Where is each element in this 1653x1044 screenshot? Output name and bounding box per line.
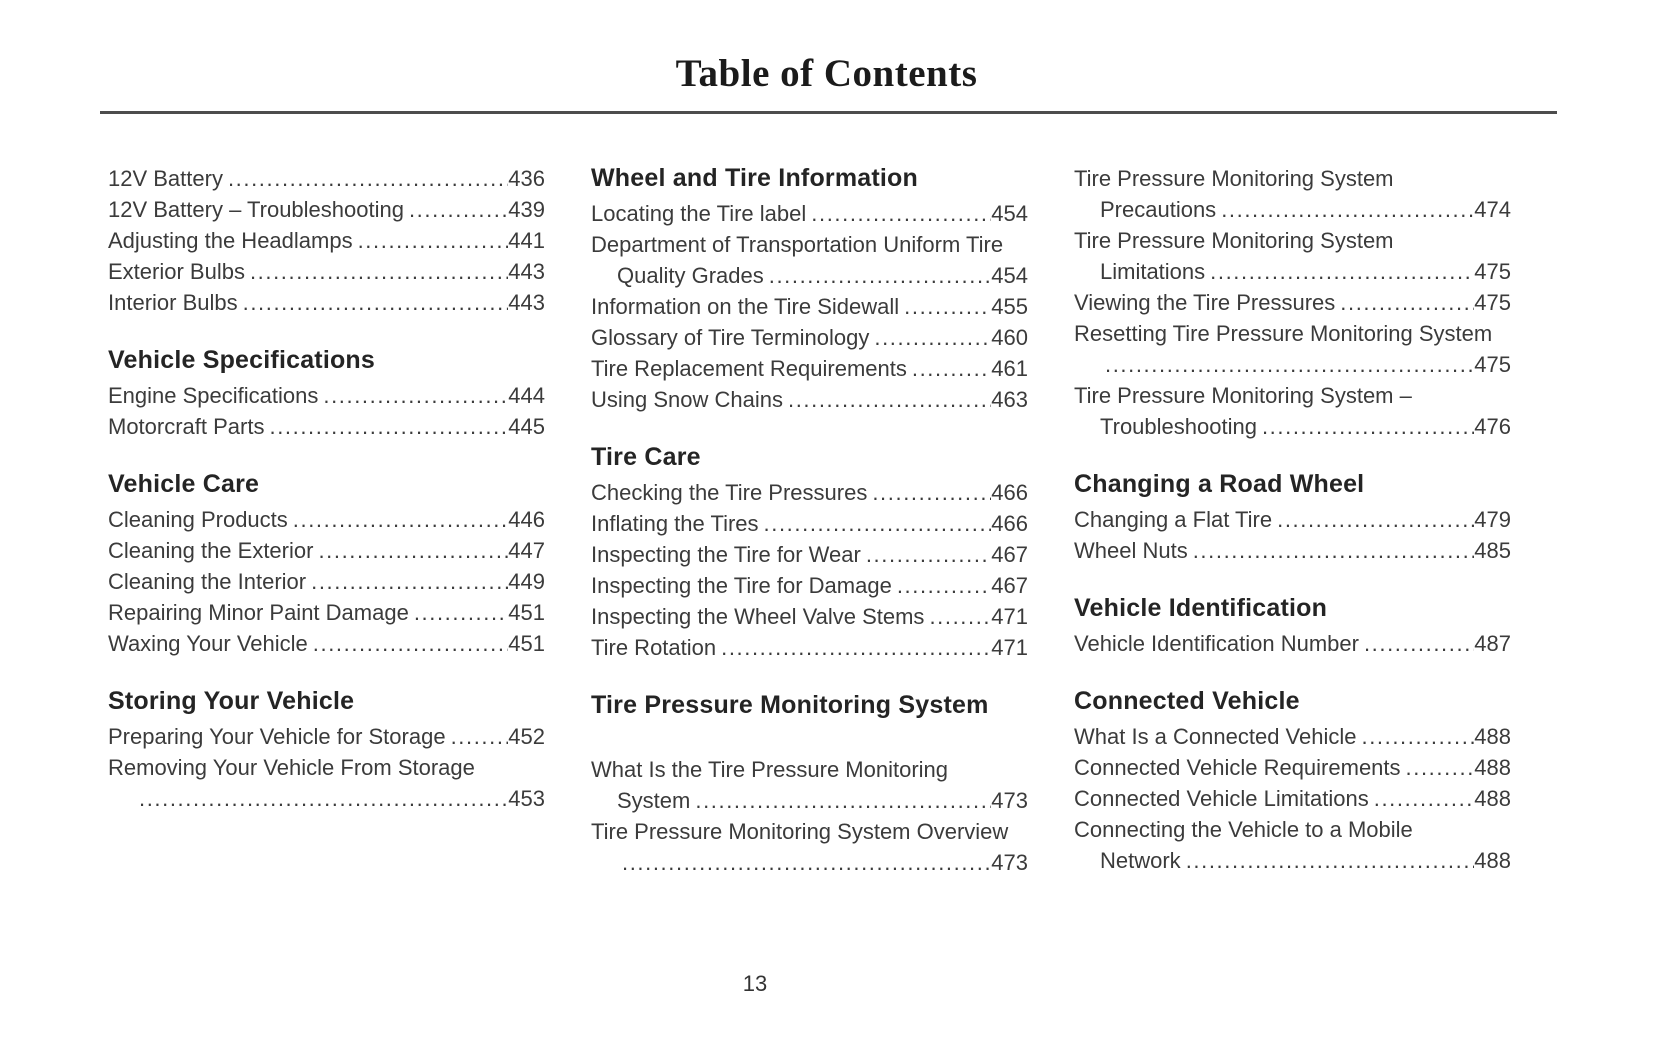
entry-title: Wheel Nuts [1074,538,1188,563]
entry-page-number: 452 [508,724,545,749]
toc-entry-line [108,163,545,194]
toc-entry [591,754,1028,816]
entry-page-number: 473 [991,850,1028,875]
dotted-leader [323,380,508,411]
toc-entry [591,816,1028,878]
entry-page-number: 467 [991,573,1028,598]
entry-title: Adjusting the Headlamps [108,228,353,253]
entry-page-number: 443 [508,259,545,284]
toc-entry-line [108,721,545,752]
dotted-leader [811,198,991,229]
dotted-leader [451,721,509,752]
toc-entry-line [591,353,1028,384]
toc-entry-line [591,539,1028,570]
entry-title: Locating the Tire label [591,201,807,226]
toc-entry [108,411,545,442]
entry-title: Cleaning Products [108,507,288,532]
toc-entry-line [1074,721,1511,752]
toc-column [1074,163,1511,878]
entry-title-line1: Tire Pressure Monitoring System [1074,166,1394,191]
section-heading: Tire Pressure Monitoring System [591,691,989,719]
toc-entry [1074,163,1511,225]
entry-page-number: 461 [991,356,1028,381]
toc-entry-line [591,847,1028,878]
toc-section [108,469,545,659]
dotted-leader [318,535,508,566]
section-heading: Storing Your Vehicle [108,687,355,715]
toc-entry-line [108,783,545,814]
entry-title: Checking the Tire Pressures [591,480,868,505]
section-heading: Vehicle Care [108,470,260,498]
section-heading: Tire Care [591,443,701,471]
toc-entry-line [1074,845,1511,876]
entry-page-number: 475 [1474,352,1511,377]
toc-entry-line [108,225,545,256]
toc-entry [108,256,545,287]
toc-entry [1074,628,1511,659]
entry-title: What Is a Connected Vehicle [1074,724,1357,749]
entry-page-number: 451 [508,631,545,656]
dotted-leader [788,384,991,415]
dotted-leader [1186,845,1475,876]
page-title: Table of Contents [675,52,978,95]
dotted-leader [250,256,508,287]
entry-title: Connected Vehicle Limitations [1074,786,1369,811]
toc-entry [108,194,545,225]
entry-title: Connected Vehicle Requirements [1074,755,1401,780]
toc-entry-line [108,287,545,318]
toc-entry-line [108,411,545,442]
dotted-leader [1340,287,1474,318]
entry-page-number: 466 [991,511,1028,536]
entry-title-line1: Removing Your Vehicle From Storage [108,755,475,780]
toc-entry-line [108,380,545,411]
entry-page-number: 485 [1474,538,1511,563]
dotted-leader [695,785,991,816]
toc-section [591,442,1028,663]
toc-entry [108,287,545,318]
entry-page-number: 455 [991,294,1028,319]
toc-entry-line [1074,783,1511,814]
entry-title: Changing a Flat Tire [1074,507,1273,532]
entry-title: Motorcraft Parts [108,414,265,439]
toc-entry [108,225,545,256]
entry-page-number: 436 [508,166,545,191]
dotted-leader [764,508,992,539]
toc-entry-line [1074,752,1511,783]
dotted-leader [1262,411,1474,442]
dotted-leader [313,628,509,659]
entry-page-number: 466 [991,480,1028,505]
entry-title-line1: Connecting the Vehicle to a Mobile [1074,817,1413,842]
toc-entry-line [591,508,1028,539]
entry-page-number: 447 [508,538,545,563]
entry-title-line1: Tire Pressure Monitoring System Overview [591,819,1009,844]
toc-entry [1074,380,1511,442]
dotted-leader [414,597,508,628]
entry-page-number: 443 [508,290,545,315]
entry-page-number: 471 [991,635,1028,660]
page-number: 13 [742,971,768,996]
dotted-leader [139,783,508,814]
entry-page-number: 460 [991,325,1028,350]
dotted-leader [228,163,508,194]
entry-page-number: 449 [508,569,545,594]
entry-title-line1: Department of Transportation Uniform Tire [591,232,1004,257]
toc-entry-line [591,785,1028,816]
entry-title: Using Snow Chains [591,387,783,412]
toc-entry [108,721,545,752]
entry-page-number: 487 [1474,631,1511,656]
toc-entry [591,632,1028,663]
toc-entry [591,570,1028,601]
toc-section [1074,469,1511,566]
toc-column [108,163,545,878]
dotted-leader [1374,783,1475,814]
entry-page-number: 439 [508,197,545,222]
entry-title: Interior Bulbs [108,290,238,315]
entry-title-line1: Tire Pressure Monitoring System [1074,228,1394,253]
toc-entry-line [1074,504,1511,535]
toc-entry [108,163,545,194]
toc-entry [1074,318,1511,380]
toc-entry [591,353,1028,384]
toc-entry-line [1074,287,1511,318]
dotted-leader [409,194,508,225]
toc-entry [591,229,1028,291]
entry-title: Information on the Tire Sidewall [591,294,900,319]
toc-entry [591,508,1028,539]
entry-page-number: 454 [991,263,1028,288]
toc-entry-line [1074,349,1511,380]
toc-entry-line [108,597,545,628]
section-heading: Changing a Road Wheel [1074,470,1365,498]
section-heading: Vehicle Identification [1074,594,1328,622]
toc-section [108,345,545,442]
entry-page-number: 476 [1474,414,1511,439]
dotted-leader [1406,752,1475,783]
toc-entry [1074,783,1511,814]
toc-entry-line [108,566,545,597]
entry-page-number: 451 [508,600,545,625]
toc-section [1074,593,1511,659]
toc-entry-line [108,194,545,225]
entry-page-number: 488 [1474,755,1511,780]
toc-section [108,686,545,814]
entry-page-number: 454 [991,201,1028,226]
entry-page-number: 488 [1474,786,1511,811]
entry-title-line2: Precautions [1100,197,1217,222]
dotted-leader [912,353,991,384]
entry-title: Glossary of Tire Terminology [591,325,870,350]
dotted-leader [904,291,991,322]
toc-entry-line [591,477,1028,508]
toc-entry-line [1074,628,1511,659]
toc-entry [591,198,1028,229]
entry-page-number: 445 [508,414,545,439]
entry-page-number: 444 [508,383,545,408]
entry-title-line1: What Is the Tire Pressure Monitoring [591,757,949,782]
entry-title-line2: Limitations [1100,259,1206,284]
toc-entry-line [591,291,1028,322]
entry-title-line1: Tire Pressure Monitoring System – [1074,383,1412,408]
entry-title: Cleaning the Exterior [108,538,314,563]
entry-title-line2: System [617,788,691,813]
dotted-leader [358,225,509,256]
toc-entry [108,597,545,628]
entry-title: Inspecting the Tire for Wear [591,542,861,567]
toc-entry [108,628,545,659]
toc-entry-line [591,601,1028,632]
toc-entry [591,477,1028,508]
toc-entry [108,504,545,535]
entry-title: Engine Specifications [108,383,319,408]
toc-section [108,163,545,318]
toc-entry [108,752,545,814]
entry-title: Viewing the Tire Pressures [1074,290,1336,315]
dotted-leader [872,477,991,508]
dotted-leader [1105,349,1474,380]
toc-entry [108,535,545,566]
entry-title: Inspecting the Wheel Valve Stems [591,604,925,629]
dotted-leader [866,539,991,570]
toc-entry [591,322,1028,353]
toc-column [591,163,1028,878]
toc-entry-line [1074,256,1511,287]
toc-entry [108,566,545,597]
dotted-leader [1277,504,1474,535]
entry-page-number: 463 [991,387,1028,412]
entry-title-line2: Troubleshooting [1100,414,1257,439]
entry-title: Tire Rotation [591,635,717,660]
toc-section [591,163,1028,415]
entry-title: Preparing Your Vehicle for Storage [108,724,446,749]
toc-entry-line [1074,194,1511,225]
dotted-leader [874,322,991,353]
dotted-leader [269,411,508,442]
entry-title: Cleaning the Interior [108,569,307,594]
toc-entry [1074,752,1511,783]
toc-entry [1074,814,1511,876]
entry-title: Inflating the Tires [591,511,759,536]
entry-page-number: 475 [1474,259,1511,284]
entry-page-number: 446 [508,507,545,532]
entry-title: Tire Replacement Requirements [591,356,907,381]
toc-entry [1074,504,1511,535]
section-heading: Connected Vehicle [1074,687,1300,715]
entry-title: Vehicle Identification Number [1074,631,1359,656]
dotted-leader [1193,535,1475,566]
entry-title-line2: Quality Grades [617,263,764,288]
dotted-leader [1362,721,1475,752]
toc-entry-line [1074,535,1511,566]
dotted-leader [897,570,991,601]
dotted-leader [1210,256,1474,287]
toc-entry [108,380,545,411]
entry-title: Exterior Bulbs [108,259,245,284]
toc-columns [0,114,1653,878]
entry-title-line2: Network [1100,848,1181,873]
toc-entry-line [591,632,1028,663]
toc-section [591,690,1028,878]
entry-page-number: 471 [991,604,1028,629]
entry-title: Inspecting the Tire for Damage [591,573,892,598]
entry-title: 12V Battery – Troubleshooting [108,197,404,222]
entry-page-number: 467 [991,542,1028,567]
section-heading: Wheel and Tire Information [591,164,918,192]
entry-title: 12V Battery [108,166,223,191]
toc-entry [1074,287,1511,318]
toc-entry-line [591,322,1028,353]
toc-entry [1074,721,1511,752]
toc-entry-line [108,256,545,287]
dotted-leader [243,287,509,318]
toc-entry-line [591,198,1028,229]
entry-page-number: 475 [1474,290,1511,315]
toc-entry [1074,225,1511,287]
entry-page-number: 441 [508,228,545,253]
dotted-leader [311,566,508,597]
entry-title-line1: Resetting Tire Pressure Monitoring System [1074,321,1493,346]
entry-page-number: 474 [1474,197,1511,222]
entry-page-number: 488 [1474,848,1511,873]
toc-entry-line [591,384,1028,415]
dotted-leader [769,260,992,291]
dotted-leader [293,504,509,535]
dotted-leader [622,847,991,878]
dotted-leader [721,632,991,663]
entry-title: Waxing Your Vehicle [108,631,308,656]
entry-page-number: 473 [991,788,1028,813]
entry-page-number: 488 [1474,724,1511,749]
toc-entry [1074,535,1511,566]
entry-page-number: 453 [508,786,545,811]
toc-entry-line [1074,411,1511,442]
toc-entry-line [591,260,1028,291]
toc-section [1074,163,1511,442]
entry-title: Repairing Minor Paint Damage [108,600,409,625]
toc-entry [591,539,1028,570]
entry-page-number: 479 [1474,507,1511,532]
dotted-leader [1364,628,1474,659]
toc-entry-line [591,570,1028,601]
toc-entry [591,601,1028,632]
toc-entry-line [108,628,545,659]
toc-entry [591,291,1028,322]
dotted-leader [1221,194,1474,225]
toc-entry-line [108,535,545,566]
dotted-leader [929,601,991,632]
section-heading: Vehicle Specifications [108,346,376,374]
toc-entry-line [108,504,545,535]
toc-entry [591,384,1028,415]
toc-section [1074,686,1511,876]
